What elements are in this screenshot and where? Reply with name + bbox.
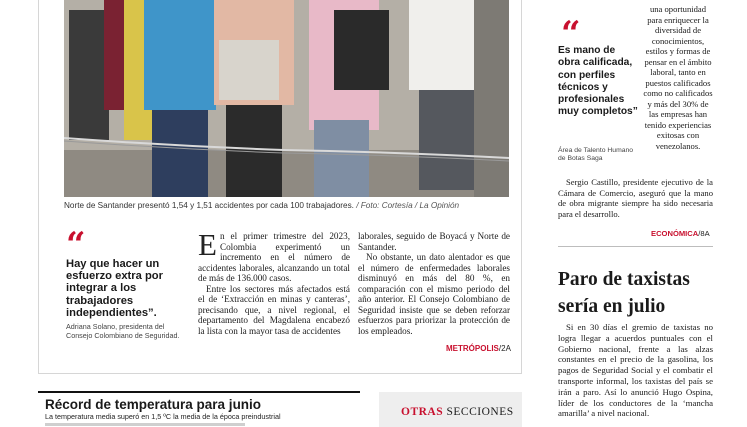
photo-illustration bbox=[64, 0, 509, 197]
cut-off-text bbox=[45, 423, 245, 426]
pull-quote: Hay que hacer un esfuerzo extra por integrar a los trabajadores independientes”. bbox=[66, 258, 163, 319]
section-page-link[interactable] bbox=[651, 229, 710, 238]
section-ref: ECONÓMICA bbox=[651, 229, 699, 238]
section-divider bbox=[558, 246, 713, 247]
section-divider bbox=[38, 391, 360, 393]
article-paragraph: laborales, seguido de Boyacá y Norte de Santander. bbox=[358, 231, 510, 252]
story-subheadline: La temperatura media superó en 1,5 ºC la media de la época preindustrial bbox=[45, 412, 281, 421]
quote-mark-icon: “ bbox=[561, 14, 581, 54]
section-page-link[interactable] bbox=[446, 344, 511, 353]
photo-credit: / Foto: Cortesía / La Opinión bbox=[356, 201, 460, 210]
article-paragraph: No obstante, un dato alentador es que el número de enfermedades laborales disminuyó en más del 80 %, en comparación con el mismo periodo del año anterior. El Consejo Colombiano de Seguridad insiste que se deben reforzar esfuerzos para priorizar la protección de los empleados. bbox=[358, 252, 510, 336]
otras-secciones-label[interactable] bbox=[401, 406, 514, 418]
article-paragraph: Entre los sectores más afectados está el de ‘Extracción en minas y canteras’, precisando que, a nivel regional, el departamento del Magdalena encabezó la lista con la mayor tasa de accidentes bbox=[198, 283, 350, 336]
pull-quote-author: Área de Talento Humano de Botas Saga bbox=[558, 147, 634, 163]
article-paragraph: n el primer trimestre del 2023, Colombia experimentó un incremento en el número de accidentes laborales, alcanzando un total de más de 136.000 casos. bbox=[198, 231, 350, 283]
article-column-1 bbox=[198, 227, 350, 336]
page-ref: /2A bbox=[498, 344, 511, 353]
photo-caption bbox=[64, 201, 509, 210]
article-paragraph: Sergio Castillo, presidente ejecutivo de la Cámara de Comercio, aseguró que la mano de obra migrante siempre ha sido necesaria para el desarrollo. bbox=[558, 177, 713, 219]
crowd-photo bbox=[64, 0, 509, 197]
pull-quote-author: Adriana Solano, presidenta del Consejo Colombiano de Seguridad. bbox=[66, 322, 180, 340]
dropcap: E bbox=[198, 227, 217, 262]
story-headline[interactable]: Récord de temperatura para junio bbox=[45, 397, 262, 412]
pull-quote: Es mano de obra calificada, con perfiles técnicos y profesionales muy completos” bbox=[558, 45, 638, 118]
article-paragraph: Si en 30 días el gremio de taxistas no logra llegar a acuerdos puntuales con el Gobierno nacional, frente a las alzas constantes en el precio de la gasolina, los pagos de Seguridad Social y el combatir el transporte informal, los taxistas del país se irán a paro. Así lo anunció Hugo Ospina, líder de los conductores de la ‘mancha amarilla’ a nivel nacional. bbox=[558, 322, 713, 419]
otras-rest: SECCIONES bbox=[443, 406, 514, 418]
caption-text: Norte de Santander presentó 1,54 y 1,51 accidentes por cada 100 trabajadores. bbox=[64, 201, 354, 210]
story-headline[interactable]: Paro de taxistas sería en julio bbox=[558, 269, 690, 317]
otras-highlight: OTRAS bbox=[401, 406, 444, 418]
quote-mark-icon: “ bbox=[66, 225, 86, 265]
narrow-text-column: una oportunidad para enriquecer la diversidad de conocimientos, estilos y formas de pensar en el ámbito laboral, tanto en puestos calificados como no calificados y más del 30% de las empresas han tenido experiencias exitosas con venezolanos. bbox=[643, 4, 713, 151]
page-ref: /8A bbox=[698, 229, 710, 238]
article-column-2 bbox=[358, 231, 510, 336]
section-ref: METRÓPOLIS bbox=[446, 344, 499, 353]
